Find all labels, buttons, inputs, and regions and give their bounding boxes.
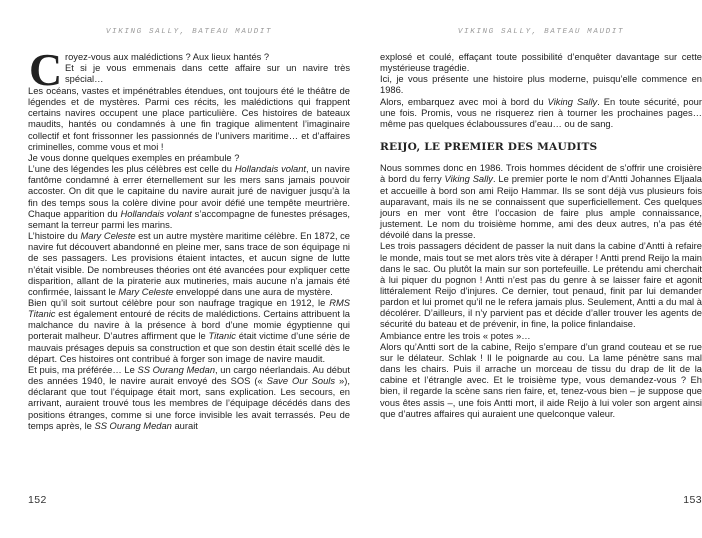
paragraph-hollandais: L’une des légendes les plus célèbres est celle du Hollandais volant, un navire fantôme condamné à errer éternellement sur les mers sans jamais pouvoir accoster. On dit que le capitaine du navire aurait juré de naviguer jusqu’à la fin des temps sous la colère divine pour avoir défié une tempête meurtrière. Chaque apparition du Hollandais volant s’accompagne de funestes présages, semant la terreur parmi les marins. bbox=[28, 164, 351, 230]
left-page-body bbox=[28, 44, 351, 432]
quote: Save Our Souls bbox=[266, 376, 336, 387]
paragraph: Les océans, vastes et impénétrables étendues, ont toujours été le théâtre de légendes et de mystères. Parmi ces récits, les malédictions qui frappent certains navires occupent une place particulière. Ces histoires de bateaux maudits, hantés ou condamnés à une fin tragique alimentent l’imaginaire collectif et font frissonner les passionnés de l’univers maritime… et d’affaires criminelles, comme vous et moi ! bbox=[28, 86, 350, 152]
paragraph: Ambiance entre les trois « potes »… bbox=[380, 330, 531, 341]
paragraph: Ici, je vous présente une histoire plus moderne, puisqu’elle commence en 1986. bbox=[380, 74, 702, 96]
ship-name: Titanic bbox=[208, 331, 236, 342]
ship-name: Mary Celeste bbox=[80, 231, 136, 242]
ship-name: Viking Sally bbox=[444, 174, 493, 185]
paragraph-mary-celeste: L’histoire du Mary Celeste est un autre mystère maritime célèbre. En 1872, ce navire fut découvert abandonné en pleine mer, sans trace de son équipage ni de ses passagers. Les provisions étaient intactes, et aucun signe de lutte n’était visible. De nombreuses théories ont été avancées pour expliquer cette disparition, allant de la piraterie aux mutineries, mais aucune n’a jamais été confirmée, laissant le Mary Celeste enveloppé dans une aura de mystère. bbox=[28, 231, 351, 297]
running-head-right: VIKING SALLY, BATEAU MAUDIT bbox=[457, 28, 625, 36]
paragraph: Les trois passagers décident de passer la nuit dans la cabine d’Antti à refaire le monde, mais tout se met alors très vite à déraper ! Antti prend Reijo la main dans le sac. Ou plutôt la main sur son portefeuille. Le prétendu ami cherchait à lui piquer du pognon ! Antti n’est pas du genre à se laisser faire et agonit littéralement Reijo d’injures. Ce dernier, tout penaud, finit par lui demander pardon et lui promet qu’il ne le refera jamais plus. Seulement, Antti a du mal à décolérer. D’ailleurs, il n’y parvient pas et décide d’aller trouver les agents de sécurité du bateau et de prévenir, in fine, la police finlandaise. bbox=[380, 241, 702, 330]
running-head-left: VIKING SALLY, BATEAU MAUDIT bbox=[105, 28, 273, 36]
ship-name: RMS Titanic bbox=[28, 297, 350, 320]
opening-line-1: royez-vous aux malédictions ? Aux lieux hantés ? bbox=[65, 52, 270, 62]
left-page bbox=[28, 0, 350, 538]
paragraph: Alors qu’Antti sort de la cabine, Reijo s’empare d’un grand couteau et se rue sur le délateur. Schlak ! Il le poignarde au cou. La lame pénètre sans mal dans les chairs. Puis il arrache un morceau de tissu du drap de lit de la cabine et l’étrangle avec. Et le troisième type, vous demandez-vous ? Eh bien, il regarde la scène sans rien faire, et, tenez-vous bien – je suppose que vous êtes assis –, une fois Antti mort, il aide Reijo à lui voler son argent ainsi que d’autres affaires qui auraient une quelconque valeur. bbox=[380, 341, 702, 419]
paragraph: explosé et coulé, effaçant toute possibilité d’enquêter davantage sur cette mystérieuse tragédie. bbox=[380, 52, 702, 74]
paragraph-ourang-medan: Et puis, ma préférée… Le SS Ourang Medan, un cargo néerlandais. Au début des années 1940, le navire aurait envoyé des SOS (« Save Our Souls »), déclarant que tout l’équipage était mort, sans explication. Les secours, en arrivant, auraient trouvé tous les membres de l’équipage décédés dans des positions étranges, comme si une force invisible les avait terrassés. Peu de temps après, le SS Ourang Medan aurait bbox=[28, 364, 350, 431]
ship-name: SS Ourang Medan bbox=[137, 364, 216, 375]
paragraph: Je vous donne quelques exemples en préambule ? bbox=[28, 152, 240, 163]
page-number-left: 152 bbox=[28, 494, 47, 506]
ship-name: Hollandais volant bbox=[120, 208, 192, 219]
paragraph-titanic: Bien qu’il soit surtout célèbre pour son naufrage tragique en 1912, le RMS Titanic est également entouré de récits de malédictions. Certains attribuent la malchance du navire à la présence à bord d’une momie égyptienne qui porterait malheur. D’autres affirment que le Titanic était victime d’une série de mauvais présages depuis sa construction et que son destin était scellé dès le départ. Ces histoires ont contribué à forger son image de navire maudit. bbox=[28, 297, 350, 364]
right-page bbox=[380, 0, 702, 538]
ship-name: Viking Sally bbox=[547, 96, 598, 107]
paragraph-embark: Alors, embarquez avec moi à bord du Viking Sally. En toute sécurité, pour une fois. Promis, vous ne risquerez rien à tourner les prochaines pages… même pas quelques éclaboussures d’eau… ou de sang. bbox=[380, 96, 702, 129]
drop-cap: C bbox=[29, 44, 63, 95]
opening-paragraph bbox=[28, 44, 350, 95]
ship-name: SS Ourang Medan bbox=[94, 420, 172, 431]
ship-name: Mary Celeste bbox=[118, 286, 174, 297]
section-heading: REIJO, LE PREMIER DES MAUDITS bbox=[380, 141, 598, 154]
page-number-right: 153 bbox=[683, 494, 702, 506]
opening-line-2: Et si je vous emmenais dans cette affaire sur un navire très spécial… bbox=[65, 63, 350, 85]
paragraph-1986: Nous sommes donc en 1986. Trois hommes décident de s’offrir une croisière à bord du ferry Viking Sally. Le premier porte le nom d’Antti Johannes Eljaala et accueille à bord son ami Reijo Hammar. Ils se sont déjà vus plusieurs fois auparavant, mais ils ne se connaissent que superficiellement. Ces quelques jours en mer vont être l’occasion de faire plus ample connaissance, justement. Le nom du troisième homme, ami des deux autres, n’a pas été dévoilé dans la presse. bbox=[380, 163, 702, 241]
right-page-body bbox=[380, 52, 702, 420]
ship-name: Hollandais volant bbox=[234, 164, 307, 175]
